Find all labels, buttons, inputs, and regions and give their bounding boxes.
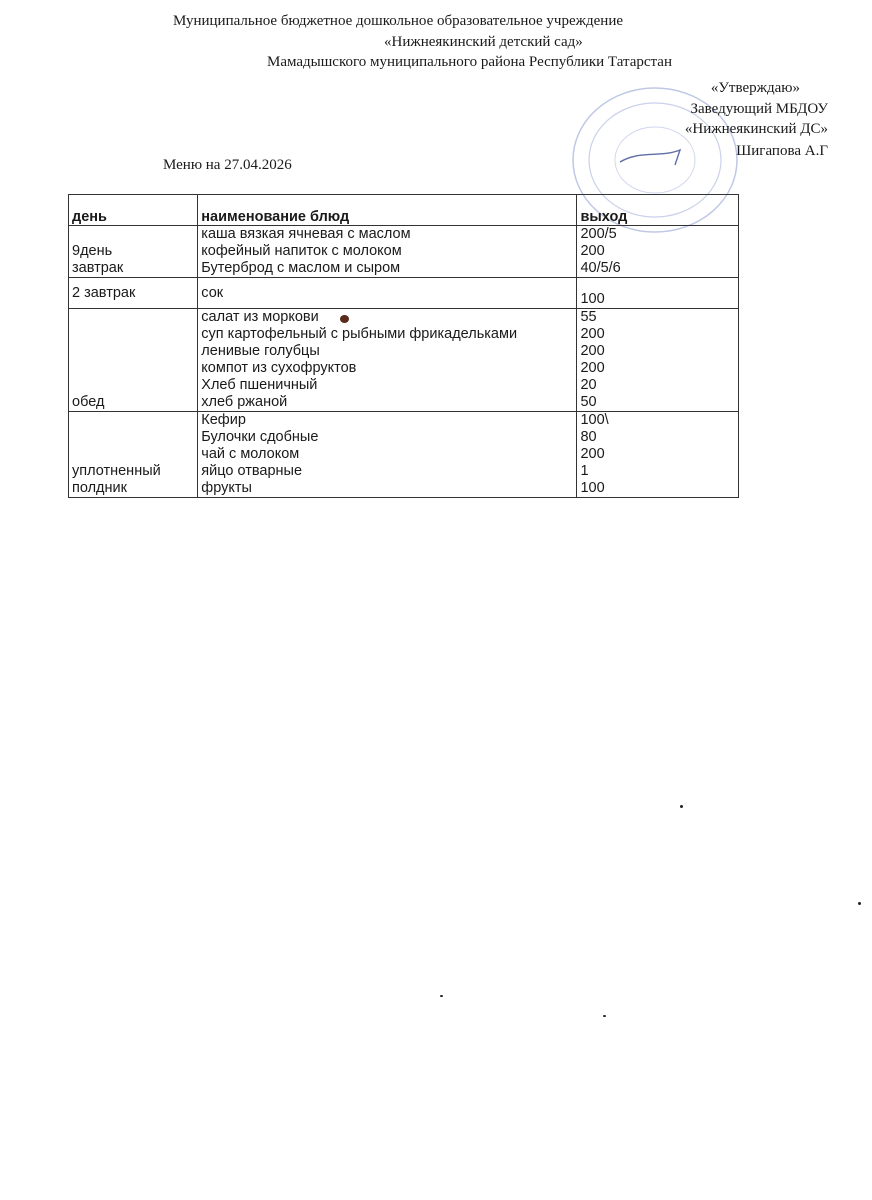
output-value: 80 [580, 429, 597, 445]
dish-item: хлеб ржаной [201, 394, 288, 410]
scan-speck [440, 995, 443, 997]
table-row-breakfast [69, 226, 739, 278]
dish-item: Булочки сдобные [201, 429, 319, 445]
output-value: 50 [580, 394, 597, 410]
dish-cell [198, 278, 577, 309]
output-value: 100\ [580, 412, 609, 428]
dish-item: салат из моркови [201, 309, 319, 325]
output-value: 200 [580, 326, 605, 342]
header-line-3: Мамадышского муниципального района Республики Татарстан [267, 54, 672, 70]
output-value: 200 [580, 343, 605, 359]
output-value: 40/5/6 [580, 260, 621, 276]
day-label: обед [72, 394, 105, 410]
day-label: полдник [72, 480, 127, 496]
day-label: завтрак [72, 260, 124, 276]
output-cell [577, 412, 739, 498]
header-dish: наименование блюд [198, 195, 577, 226]
dish-item: каша вязкая ячневая с маслом [201, 226, 411, 242]
day-cell [69, 412, 198, 498]
menu-date: Меню на 27.04.2026 [163, 157, 292, 173]
dish-item: кофейный напиток с молоком [201, 243, 402, 259]
output-value: 1 [580, 463, 589, 479]
dish-item: ленивые голубцы [201, 343, 320, 359]
dish-item: фрукты [201, 480, 252, 496]
dish-item: яйцо отварные [201, 463, 303, 479]
dish-item: компот из сухофруктов [201, 360, 357, 376]
dish-item: Бутерброд с маслом и сыром [201, 260, 401, 276]
dish-item: Кефир [201, 412, 246, 428]
approval-name: Шигапова А.Г [736, 143, 828, 159]
scan-speck [858, 902, 861, 905]
day-label: уплотненный [72, 463, 161, 479]
approval-org: «Нижнеякинский ДС» [684, 121, 828, 137]
output-value: 200 [580, 243, 605, 259]
table-row-second-breakfast [69, 278, 739, 309]
output-value: 200 [580, 446, 605, 462]
day-cell [69, 309, 198, 412]
header-day: день [69, 195, 198, 226]
day-label: 2 завтрак [72, 284, 136, 301]
approval-title: «Утверждаю» [710, 80, 800, 96]
output-value: 200 [580, 360, 605, 376]
header-line-1: Муниципальное бюджетное дошкольное образовательное учреждение [173, 13, 623, 29]
menu-table [68, 194, 739, 498]
output-value: 200/5 [580, 226, 617, 242]
dish-item: чай с молоком [201, 446, 300, 462]
output-value: 100 [580, 480, 605, 496]
day-label: 9день [72, 243, 113, 259]
day-cell [69, 226, 198, 278]
table-header-row [69, 195, 739, 226]
table-row-lunch [69, 309, 739, 412]
dish-item: суп картофельный с рыбными фрикадельками [201, 326, 518, 342]
dish-cell [198, 309, 577, 412]
header-output: выход [577, 195, 739, 226]
day-cell [69, 278, 198, 309]
output-cell [577, 226, 739, 278]
scan-speck [680, 805, 683, 808]
header-line-2: «Нижнеякинский детский сад» [384, 34, 583, 50]
output-value: 100 [580, 291, 605, 307]
dish-item: сок [201, 284, 224, 301]
output-cell [577, 309, 739, 412]
dish-item: Хлеб пшеничный [201, 377, 318, 393]
table-row-afternoon-snack [69, 412, 739, 498]
scan-speck [340, 315, 349, 323]
output-value: 55 [580, 309, 597, 325]
output-value: 20 [580, 377, 597, 393]
output-cell [577, 278, 739, 309]
dish-cell [198, 412, 577, 498]
approval-position: Заведующий МБДОУ [690, 101, 828, 117]
dish-cell [198, 226, 577, 278]
scan-speck [603, 1015, 606, 1017]
